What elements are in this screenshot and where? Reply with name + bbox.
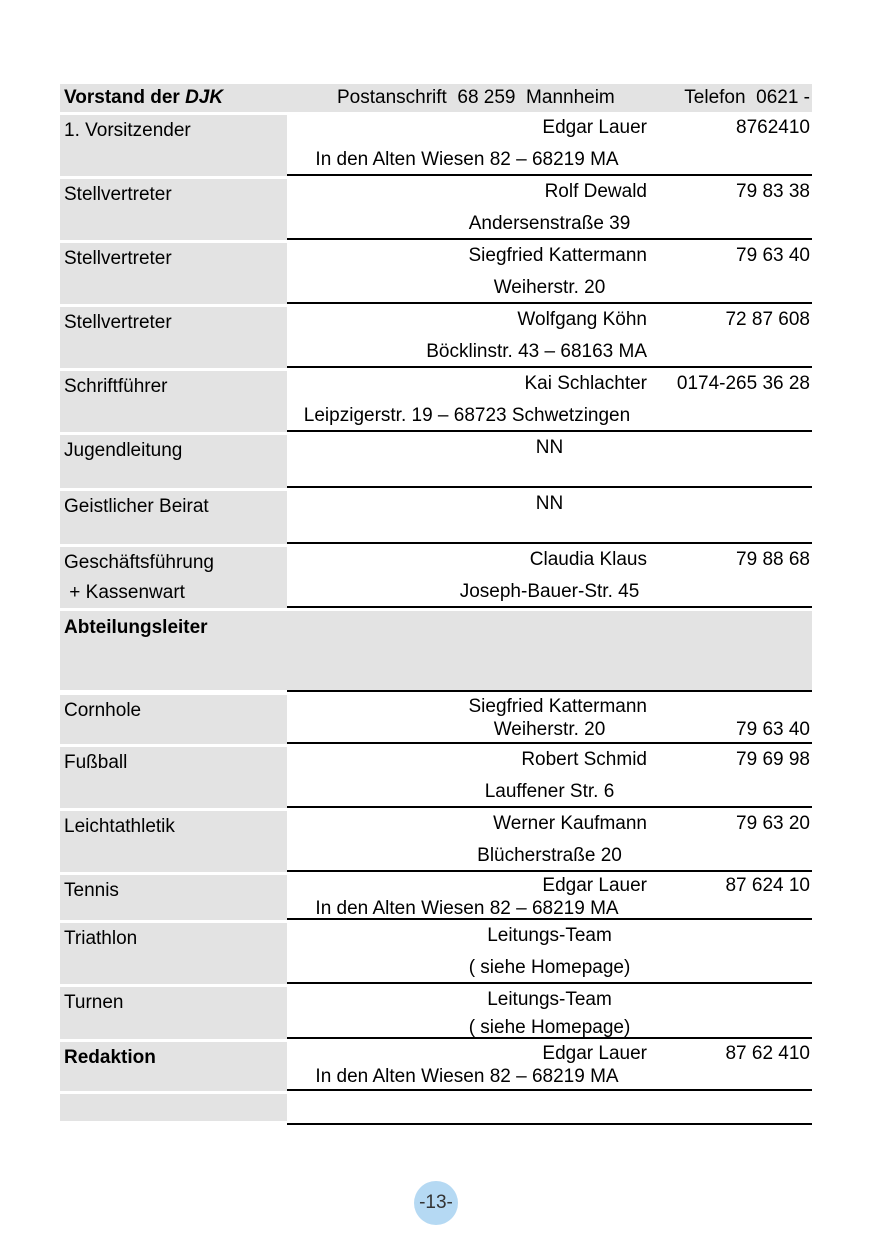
table-row: [60, 432, 812, 488]
content-line: [287, 957, 812, 978]
content-line: [287, 696, 812, 717]
row-label: [60, 875, 287, 920]
content-line: [287, 989, 812, 1010]
member-name: Wolfgang Köhn: [517, 309, 647, 330]
row-content: [287, 368, 812, 432]
content-line: [287, 1043, 812, 1064]
table-row: [60, 984, 812, 1039]
row-content: [287, 920, 812, 984]
table-row: [60, 1091, 812, 1125]
member-name: Robert Schmid: [521, 749, 647, 770]
member-phone: 79 63 20: [736, 813, 810, 834]
row-label: [60, 987, 287, 1039]
content-line: [287, 493, 812, 514]
member-phone: 79 69 98: [736, 749, 810, 770]
member-address: In den Alten Wiesen 82 – 68219 MA: [315, 1066, 619, 1087]
row-label-line: 1. Vorsitzender: [64, 120, 191, 141]
member-address: Lauffener Str. 6: [484, 781, 615, 802]
row-content: [287, 240, 812, 304]
content-line: [287, 781, 812, 802]
table-header-row: [60, 84, 812, 112]
member-phone: 79 83 38: [736, 181, 810, 202]
member-name: Siegfried Kattermann: [468, 245, 647, 266]
row-content: [287, 744, 812, 808]
content-line: [287, 549, 812, 570]
row-content: [287, 544, 812, 608]
row-label: [60, 491, 287, 544]
table-row: [60, 920, 812, 984]
member-name: NN: [535, 437, 564, 458]
member-name: Siegfried Kattermann: [468, 696, 647, 717]
row-label-line: Schriftführer: [64, 376, 168, 397]
row-label: [60, 243, 287, 304]
row-content: [287, 984, 812, 1039]
member-name: NN: [535, 493, 564, 514]
content-line: [287, 245, 812, 266]
member-name: Claudia Klaus: [529, 549, 647, 570]
row-content: [287, 692, 812, 744]
member-name: Edgar Lauer: [542, 1043, 647, 1064]
row-label-line: + Kassenwart: [64, 582, 185, 603]
row-label: [60, 435, 287, 488]
row-label-line: Jugendleitung: [64, 440, 183, 461]
member-address: In den Alten Wiesen 82 – 68219 MA: [315, 898, 619, 919]
member-address: Blücherstraße 20: [477, 845, 622, 866]
section-label: Abteilungsleiter: [64, 617, 208, 638]
row-label-line: Tennis: [64, 880, 119, 901]
row-label: [60, 371, 287, 432]
header-postal-address: Postanschrift 68 259 Mannheim: [337, 87, 615, 108]
member-phone: 79 63 40: [736, 245, 810, 266]
header-phone-heading: Telefon 0621 -: [684, 87, 810, 108]
page-number-badge: -13-: [414, 1181, 458, 1225]
table-row: [60, 240, 812, 304]
member-name: Leitungs-Team: [487, 989, 612, 1010]
member-phone: 79 88 68: [736, 549, 810, 570]
row-content: [287, 176, 812, 240]
member-address: Böcklinstr. 43 – 68163 MA: [426, 341, 647, 362]
table-row: [60, 872, 812, 920]
row-label-line: Cornhole: [64, 700, 142, 721]
row-label: [60, 811, 287, 872]
row-content: [287, 112, 812, 176]
content-line: [287, 1017, 812, 1038]
content-line: [287, 309, 812, 330]
header-title-emphasis: DJK: [185, 87, 224, 108]
content-line: [287, 581, 812, 602]
table-row: [60, 1039, 812, 1091]
content-line: [287, 117, 812, 138]
row-label-line: Stellvertreter: [64, 184, 172, 205]
member-name: Edgar Lauer: [542, 117, 647, 138]
content-line: [287, 813, 812, 834]
row-label-line: Redaktion: [64, 1047, 156, 1068]
row-label-line: Stellvertreter: [64, 312, 172, 333]
member-name: Rolf Dewald: [544, 181, 647, 202]
table-body: [60, 112, 812, 1125]
board-table: [60, 84, 812, 1125]
row-content: [287, 304, 812, 368]
row-label-line: Leichtathletik: [64, 816, 175, 837]
row-content: [287, 872, 812, 920]
member-phone: 87 62 410: [725, 1043, 810, 1064]
content-line: [287, 719, 812, 740]
row-label: [60, 923, 287, 984]
header-title: [64, 87, 223, 108]
row-content: [287, 808, 812, 872]
member-address: Weiherstr. 20: [493, 719, 606, 740]
member-address: Leipzigerstr. 19 – 68723 Schwetzingen: [303, 405, 631, 426]
content-line: [287, 181, 812, 202]
content-line: [287, 149, 812, 170]
content-line: [287, 898, 812, 919]
row-content: [287, 488, 812, 544]
row-label: [60, 695, 287, 744]
row-content: [287, 432, 812, 488]
row-label-line: Geistlicher Beirat: [64, 496, 209, 517]
row-label: [60, 1042, 287, 1091]
row-label: [60, 1094, 287, 1121]
table-row: [60, 176, 812, 240]
content-line: [287, 213, 812, 234]
content-line: [287, 277, 812, 298]
member-address: Joseph-Bauer-Str. 45: [459, 581, 640, 602]
content-line: [287, 373, 812, 394]
content-line: [287, 749, 812, 770]
member-address: ( siehe Homepage): [468, 1017, 631, 1038]
header-title-prefix: Vorstand der: [64, 87, 186, 108]
row-label-line: Geschäftsführung: [64, 552, 214, 573]
content-line: [287, 1066, 812, 1087]
member-phone: 0174-265 36 28: [676, 373, 810, 394]
row-label-line: Turnen: [64, 992, 124, 1013]
content-line: [287, 925, 812, 946]
content-line: [287, 437, 812, 458]
content-line: [287, 341, 812, 362]
row-label: [60, 307, 287, 368]
member-name: Leitungs-Team: [487, 925, 612, 946]
content-line: [287, 875, 812, 896]
row-label-line: Triathlon: [64, 928, 138, 949]
member-address: ( siehe Homepage): [468, 957, 631, 978]
section-background: [60, 611, 812, 690]
member-name: Edgar Lauer: [542, 875, 647, 896]
row-label-line: Fußball: [64, 752, 128, 773]
row-content: [287, 1091, 812, 1125]
table-row: [60, 488, 812, 544]
member-phone: 87 624 10: [725, 875, 810, 896]
member-phone: 72 87 608: [725, 309, 810, 330]
content-line: [287, 845, 812, 866]
table-row: [60, 368, 812, 432]
row-label: [60, 747, 287, 808]
row-label: [60, 547, 287, 608]
member-name: Werner Kaufmann: [493, 813, 647, 834]
member-address: Weiherstr. 20: [493, 277, 606, 298]
table-row: [60, 544, 812, 608]
content-line: [287, 405, 812, 426]
table-row: [60, 112, 812, 176]
table-row: [60, 304, 812, 368]
row-label-line: Stellvertreter: [64, 248, 172, 269]
row-label: [60, 179, 287, 240]
row-content: [287, 1039, 812, 1091]
member-address: In den Alten Wiesen 82 – 68219 MA: [315, 149, 619, 170]
table-row: [60, 692, 812, 744]
member-phone: 8762410: [736, 117, 810, 138]
table-row: [60, 608, 812, 692]
member-name: Kai Schlachter: [524, 373, 647, 394]
table-row: [60, 744, 812, 808]
row-label: [60, 115, 287, 176]
table-row: [60, 808, 812, 872]
member-phone: 79 63 40: [736, 719, 810, 740]
member-address: Andersenstraße 39: [468, 213, 631, 234]
